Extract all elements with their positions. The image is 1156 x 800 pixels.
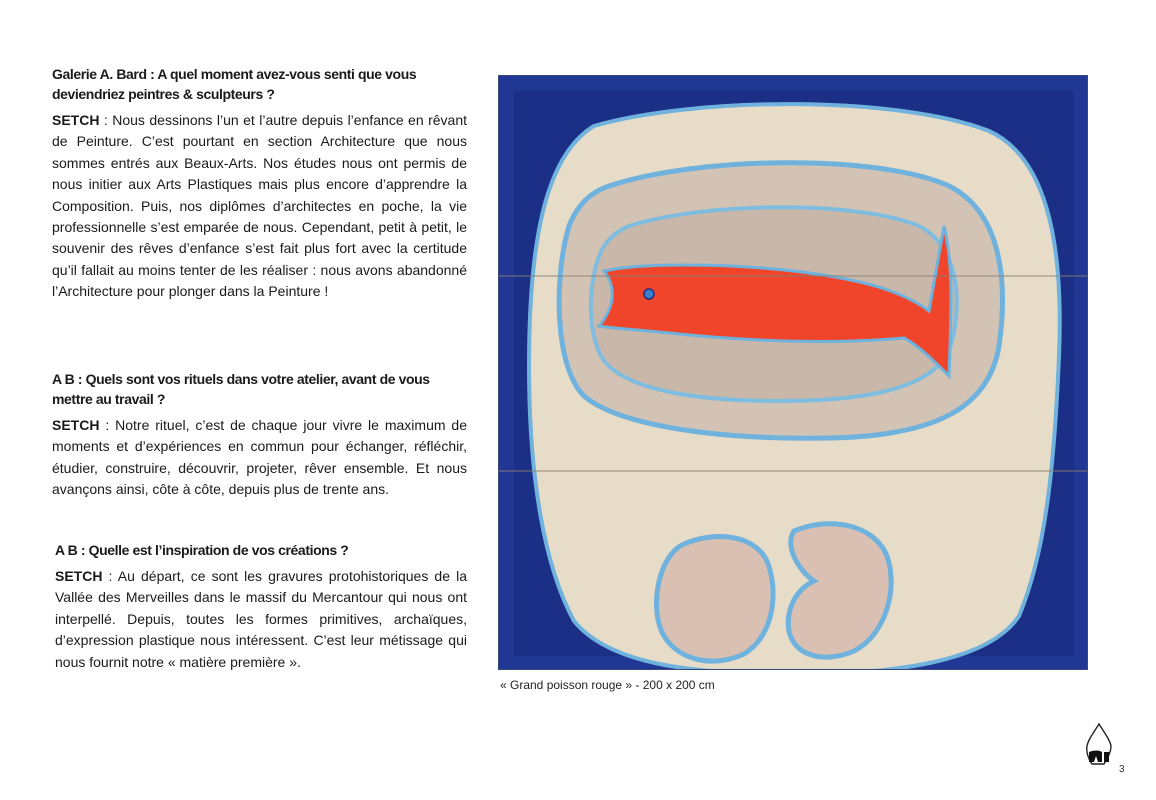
interview-block-2: [52, 369, 467, 501]
speaker-label: SETCH: [55, 568, 103, 584]
interview-block-3: [55, 540, 467, 673]
page-number: 3: [1119, 764, 1125, 775]
question-3: A B : Quelle est l’inspiration de vos créations ?: [55, 542, 349, 558]
speaker-label: SETCH: [52, 417, 100, 433]
speaker-label: SETCH: [52, 112, 100, 128]
answer-text: : Nous dessinons l’un et l’autre depuis l’enfance en rêvant de Peinture. C’est pourtant en section Architecture que nous sommes entrés aux Beaux-Arts. Nos études nous ont permis de nous initier aux Arts Plastiques mais plus encore d’apprendre la Composition. Puis, nos diplômes d’architectes en poche, la vie professionnelle s’est emparée de nous. Cependant, petit à petit, le souvenir des rêves d’enfance s’est fait plus fort avec la certitude qu’il fallait au moins tenter de les réaliser : nous avons abandonné l’Architecture pour plonger dans la Peinture !: [52, 112, 467, 300]
answer-2: [52, 415, 467, 501]
question-1: Galerie A. Bard : A quel moment avez-vous senti que vous deviendriez peintres & sculpteurs ?: [52, 66, 417, 102]
interview-block-1: [52, 64, 467, 303]
painting-fish-eye: [644, 289, 654, 299]
answer-text: : Au départ, ce sont les gravures protohistoriques de la Vallée des Merveilles dans le massif du Mercantour qui nous ont interpellé. Depuis, toutes les formes primitives, archaïques, d’expression plastique nous intéressent. C’est leur métissage qui nous fournit notre « matière première ».: [55, 568, 467, 670]
artwork-caption: « Grand poisson rouge » - 200 x 200 cm: [500, 678, 715, 692]
answer-3: [55, 566, 467, 673]
answer-1: [52, 110, 467, 303]
answer-text: : Notre rituel, c’est de chaque jour vivre le maximum de moments et d’expériences en commun pour échanger, réfléchir, étudier, construire, découvrir, projeter, rêver ensemble. Et nous avançons ainsi, côte à côte, depuis plus de trente ans.: [52, 417, 467, 498]
pencil-house-logo-icon: [1084, 722, 1114, 766]
painting-stone-left: [657, 537, 774, 662]
artwork-image: [498, 75, 1088, 670]
question-2: A B : Quels sont vos rituels dans votre atelier, avant de vous mettre au travail ?: [52, 371, 430, 407]
